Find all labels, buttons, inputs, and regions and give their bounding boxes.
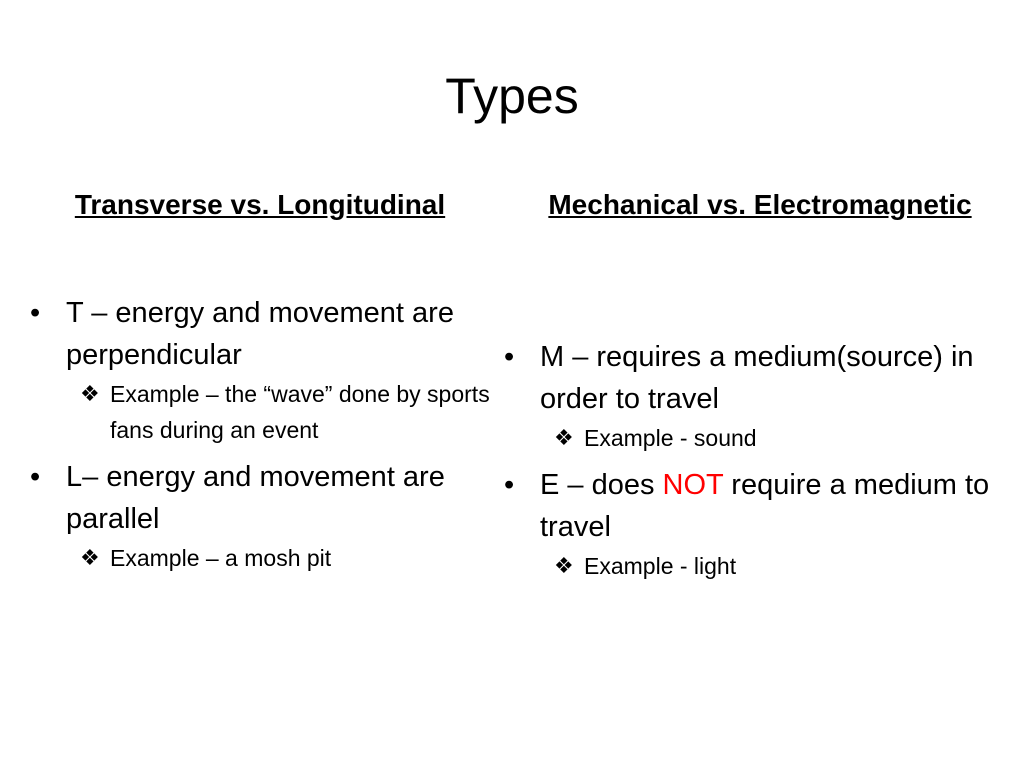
sub-bullet-text: Example – a mosh pit <box>110 545 332 571</box>
sub-bullet-text: Example – the “wave” done by sports fans during an event <box>110 381 490 443</box>
left-column-heading: Transverse vs. Longitudinal <box>74 189 446 220</box>
bullet-text-prefix: E – does <box>540 469 663 501</box>
bullet-dot-icon: • <box>504 469 515 501</box>
bullet-dot-icon: • <box>504 341 515 373</box>
emphasis-not: NOT <box>662 469 724 501</box>
bullet-item <box>28 292 498 376</box>
sub-bullet-item <box>28 376 498 448</box>
bullet-text-suffix: require a medium to travel <box>540 469 990 543</box>
diamond-bullet-icon: ❖ <box>554 553 574 578</box>
bullet-text: M – requires a medium(source) in order to travel <box>540 341 974 415</box>
right-column-heading: Mechanical vs. Electromagnetic <box>548 189 972 220</box>
bullet-text: L– energy and movement are parallel <box>66 461 445 535</box>
sub-bullet-item <box>502 420 1002 456</box>
bullet-item <box>502 336 1002 420</box>
bullet-item <box>28 456 498 540</box>
sub-bullet-text: Example - light <box>584 553 737 579</box>
diamond-bullet-icon: ❖ <box>554 425 574 450</box>
sub-bullet-text: Example - sound <box>584 425 757 451</box>
left-column <box>28 292 498 576</box>
diamond-bullet-icon: ❖ <box>80 381 100 406</box>
diamond-bullet-icon: ❖ <box>80 545 100 570</box>
bullet-dot-icon: • <box>30 461 41 493</box>
sub-bullet-item <box>28 540 498 576</box>
bullet-dot-icon: • <box>30 297 41 329</box>
bullet-item <box>502 464 1002 548</box>
slide-title: Types <box>445 68 579 124</box>
right-column <box>502 336 1002 584</box>
bullet-text: T – energy and movement are perpendicular <box>66 297 454 371</box>
sub-bullet-item <box>502 548 1002 584</box>
